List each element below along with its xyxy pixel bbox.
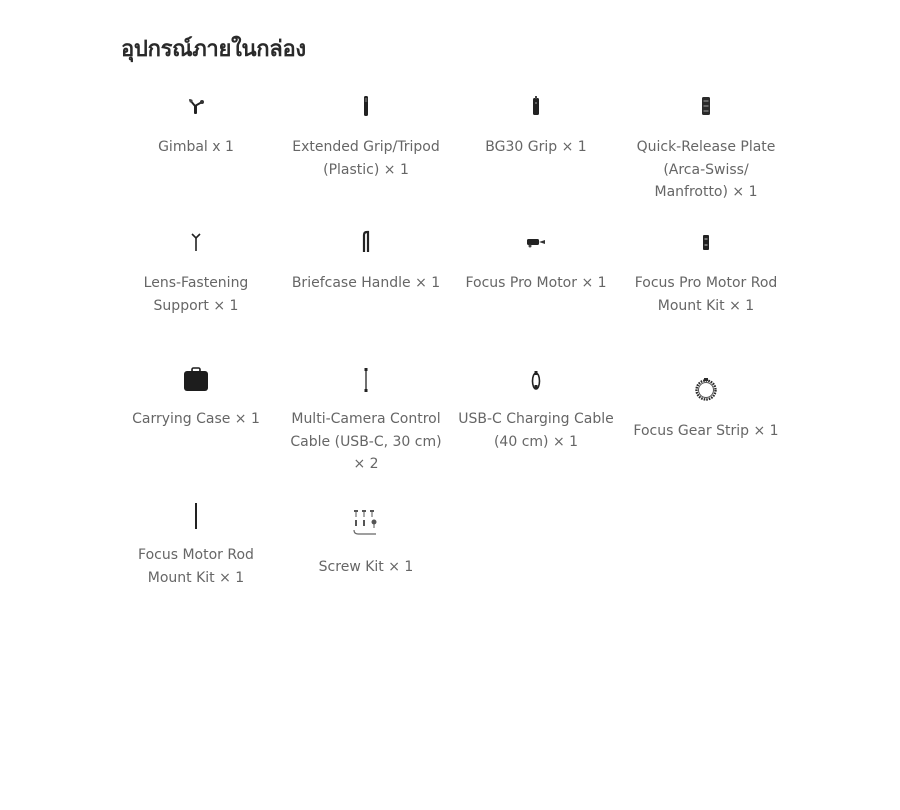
- item-focus-pro-motor: [451, 230, 621, 295]
- item-multi-camera-control-cable: [281, 366, 451, 476]
- item-focus-motor-rod-mount-kit: [111, 502, 281, 589]
- item-usb-c-charging-cable: [451, 366, 621, 453]
- gimbal-icon: [184, 94, 208, 118]
- item-label: Quick-Release Plate (Arca-Swiss/ Manfrotto) × 1: [636, 139, 776, 200]
- item-extended-grip: [281, 94, 451, 181]
- briefcase-handle-icon: [354, 230, 378, 254]
- item-label: Screw Kit × 1: [318, 559, 414, 575]
- item-label: Lens-Fastening Support × 1: [143, 275, 249, 314]
- item-label: Multi-Camera Control Cable (USB-C, 30 cm) × 2: [290, 411, 442, 472]
- item-briefcase-handle: [281, 230, 451, 295]
- focus-motor-rod-mount-kit-icon: [184, 502, 208, 530]
- focus-pro-motor-icon: [524, 230, 548, 254]
- bg30-grip-icon: [524, 94, 548, 118]
- item-focus-gear-strip: [621, 366, 791, 443]
- item-label: Focus Pro Motor × 1: [465, 275, 607, 291]
- carrying-case-icon: [182, 366, 210, 394]
- lens-fastening-support-icon: [184, 230, 208, 254]
- item-lens-fastening-support: [111, 230, 281, 317]
- extended-grip-tripod-icon: [354, 94, 378, 118]
- item-carrying-case: [111, 366, 281, 431]
- focus-pro-motor-rod-mount-kit-icon: [694, 230, 718, 254]
- quick-release-plate-icon: [694, 94, 718, 118]
- item-label: Focus Gear Strip × 1: [633, 423, 779, 439]
- usb-c-charging-cable-icon: [524, 366, 548, 394]
- focus-gear-strip-icon: [692, 366, 720, 406]
- item-focus-pro-motor-rod-mount-kit: [621, 230, 791, 317]
- item-screw-kit: [281, 502, 451, 579]
- item-label: Extended Grip/Tripod (Plastic) × 1: [292, 139, 440, 178]
- in-the-box-section: [111, 34, 791, 586]
- item-label: Carrying Case × 1: [132, 411, 260, 427]
- item-gimbal: [111, 94, 281, 159]
- item-quick-release-plate: [621, 94, 791, 204]
- screw-kit-icon: [350, 502, 382, 542]
- item-label: Focus Motor Rod Mount Kit × 1: [138, 547, 254, 586]
- item-label: Focus Pro Motor Rod Mount Kit × 1: [634, 275, 778, 314]
- multi-camera-control-cable-icon: [354, 366, 378, 394]
- item-label: Gimbal x 1: [158, 139, 234, 155]
- section-title: อุปกรณ์ภายในกล่อง: [121, 37, 306, 62]
- item-label: Briefcase Handle × 1: [291, 275, 441, 291]
- item-bg30-grip: [451, 94, 621, 159]
- item-label: USB-C Charging Cable (40 cm) × 1: [458, 411, 614, 450]
- item-label: BG30 Grip × 1: [485, 139, 587, 155]
